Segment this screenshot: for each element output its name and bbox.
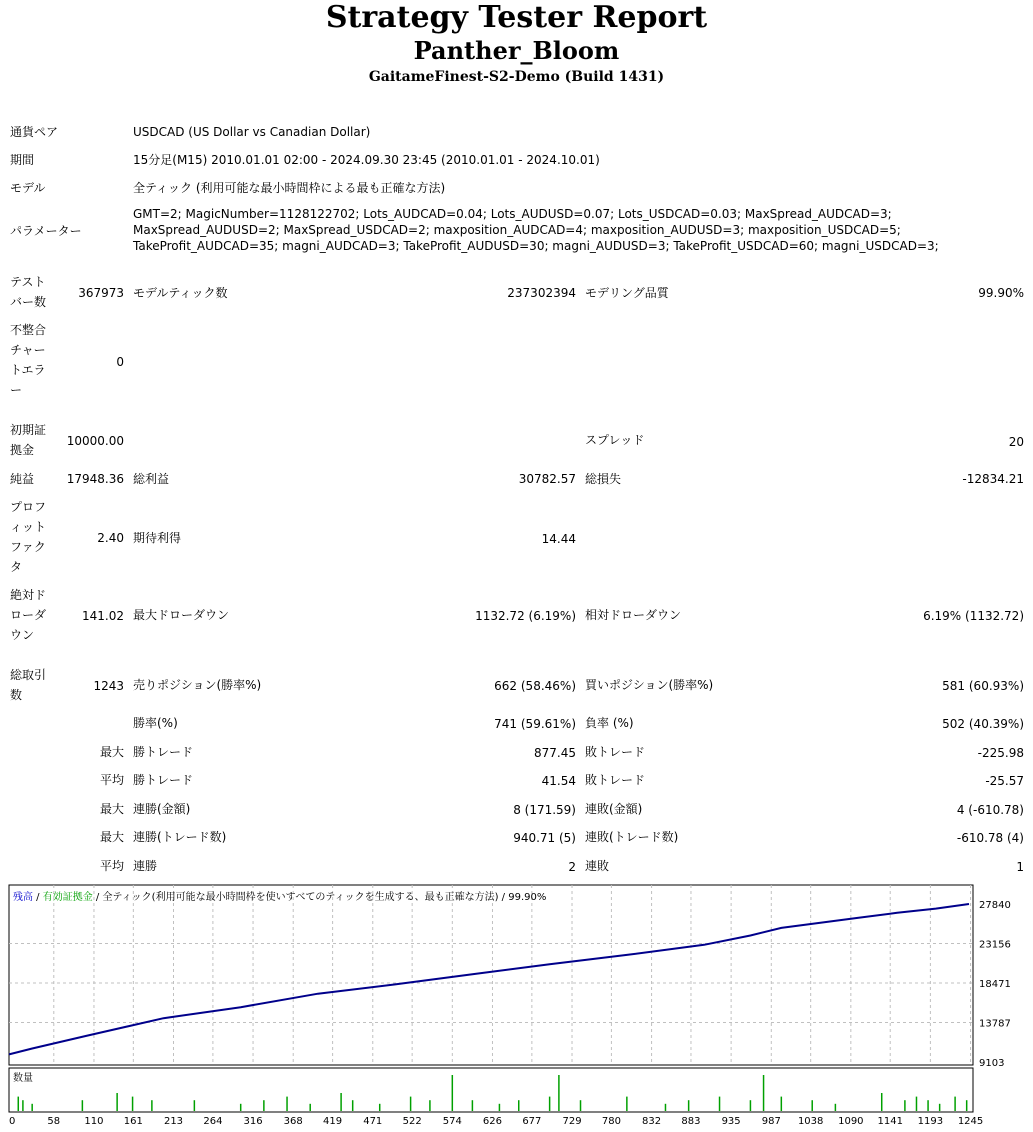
max-consec-loss-value: -610.78 (4) (956, 831, 1024, 845)
abs-dd-value: 141.02 (82, 609, 124, 623)
volume-plot-frame (9, 1068, 973, 1112)
x-tick-label: 522 (402, 1116, 422, 1127)
avg-loss-value: -25.57 (985, 774, 1024, 788)
params-line-1: GMT=2; MagicNumber=1128122702; Lots_AUDCAD=0.04; Lots_AUDUSD=0.07; Lots_USDCAD=0.03; MaxSpread_AUDCAD=3; (133, 207, 892, 221)
net-value: 17948.36 (66, 472, 124, 486)
bars-label: テストバー数 (10, 275, 47, 309)
rel-dd-value: 6.19% (1132.72) (923, 609, 1024, 623)
avg-win-value: 41.54 (541, 774, 576, 788)
period-value: 15分足(M15) 2010.01.01 02:00 - 2024.09.30 23:45 (2010.01.01 - 2024.10.01) (133, 153, 600, 167)
loss-value: 502 (40.39%) (942, 717, 1024, 731)
pf-label: プロフィットファクタ (10, 500, 47, 574)
gross-loss-label: 総損失 (585, 472, 622, 486)
legend-balance: 残高 (13, 892, 33, 903)
avg-consec-losses-label: 連敗 (585, 859, 610, 873)
x-tick-label: 1090 (838, 1116, 864, 1127)
max-prefix-1: 最大 (99, 802, 124, 816)
max-consec-losses-value: 4 (-610.78) (956, 803, 1024, 817)
max-consec-profit-value: 940.71 (5) (513, 831, 576, 845)
short-value: 662 (58.46%) (494, 679, 576, 693)
y-tick-label: 27840 (979, 900, 1011, 911)
mismatch-value: 0 (116, 355, 124, 369)
x-tick-label: 0 (9, 1116, 16, 1127)
x-tick-label: 1038 (797, 1116, 824, 1127)
largest-prefix: 最大 (99, 745, 124, 759)
max-dd-label: 最大ドローダウン (133, 608, 230, 622)
x-tick-label: 316 (243, 1116, 263, 1127)
win-value: 741 (59.61%) (494, 717, 576, 731)
max-consec-wins-value: 8 (171.59) (513, 803, 576, 817)
symbol-value: USDCAD (US Dollar vs Canadian Dollar) (133, 125, 371, 139)
y-tick-labels (979, 900, 1011, 1069)
params-line-3: TakeProfit_AUDCAD=35; magni_AUDCAD=3; TakeProfit_AUDUSD=30; magni_AUDUSD=3; TakeProfit_USDCAD=60; magni_USDCAD=3; (133, 239, 939, 253)
max-dd-value: 1132.72 (6.19%) (475, 609, 576, 623)
x-tick-label: 832 (642, 1116, 662, 1127)
avg-consec-losses-value: 1 (1016, 860, 1024, 874)
x-tick-label: 161 (123, 1116, 143, 1127)
legend-sep-1: / (33, 892, 43, 903)
largest-loss-value: -225.98 (977, 746, 1024, 760)
x-tick-label: 780 (601, 1116, 621, 1127)
chart-svg (8, 884, 1025, 1132)
legend-quality: 99.90% (508, 892, 547, 903)
x-tick-label: 419 (323, 1116, 343, 1127)
average-prefix: 平均 (99, 773, 124, 787)
balance-chart (8, 884, 1025, 1132)
x-tick-label: 574 (442, 1116, 462, 1127)
rel-dd-label: 相対ドローダウン (585, 608, 682, 622)
x-tick-label: 264 (203, 1116, 223, 1127)
x-tick-label: 935 (721, 1116, 741, 1127)
avg-loss-label: 敗トレード (585, 773, 646, 787)
avg-prefix-2: 平均 (99, 859, 124, 873)
avg-consec-wins-value: 2 (568, 860, 576, 874)
params-line-2: MaxSpread_AUDUSD=2; MaxSpread_USDCAD=2; maxposition_AUDCAD=4; maxposition_AUDUSD=3; maxposition_USDCAD=5; (133, 223, 901, 237)
largest-win-label: 勝トレード (133, 745, 194, 759)
deposit-value: 10000.00 (66, 434, 124, 448)
deposit-label: 初期証拠金 (10, 423, 47, 457)
x-tick-label: 883 (681, 1116, 701, 1127)
x-tick-label: 110 (84, 1116, 104, 1127)
x-tick-label: 987 (761, 1116, 781, 1127)
trades-label: 総取引数 (10, 668, 47, 702)
x-tick-label: 58 (47, 1116, 61, 1127)
max-consec-loss-label: 連敗(トレード数) (585, 830, 679, 844)
model-label: モデル (10, 181, 46, 195)
price-plot-frame (9, 885, 973, 1065)
y-tick-label: 18471 (979, 979, 1011, 991)
ea-name: Panther_Bloom (413, 36, 620, 65)
largest-win-value: 877.45 (534, 746, 576, 760)
report-title: Strategy Tester Report (325, 0, 708, 35)
trades-value: 1243 (93, 679, 124, 693)
chart-legend (13, 890, 546, 903)
gross-profit-value: 30782.57 (518, 472, 576, 486)
x-tick-label: 471 (363, 1116, 383, 1127)
legend-model: 全ティック(利用可能な最小時間枠を使いすべてのティックを生成する、最も正確な方法) (102, 892, 499, 903)
avg-consec-wins-label: 連勝 (133, 859, 158, 873)
quality-label: モデリング品質 (585, 286, 669, 300)
params-label: パラメーター (10, 224, 82, 238)
ticks-value: 237302394 (507, 286, 576, 300)
y-tick-label: 23156 (979, 939, 1011, 951)
spread-value: 20 (1008, 435, 1024, 449)
gross-loss-value: -12834.21 (962, 472, 1024, 486)
legend-sep-3: / (498, 892, 509, 903)
x-tick-label: 729 (562, 1116, 582, 1127)
quality-value: 99.90% (978, 286, 1024, 300)
long-value: 581 (60.93%) (942, 679, 1024, 693)
legend-equity: 有効証拠金 (42, 892, 93, 903)
abs-dd-label: 絶対ドローダウン (10, 588, 47, 642)
x-tick-label: 1193 (917, 1116, 944, 1127)
period-label: 期間 (10, 153, 35, 167)
gross-profit-label: 総利益 (133, 472, 170, 486)
ticks-label: モデルティック数 (133, 286, 228, 300)
net-label: 純益 (10, 472, 35, 486)
legend-sep-2: / (92, 892, 103, 903)
volume-label: 数量 (13, 1073, 33, 1084)
win-label: 勝率(%) (133, 716, 178, 730)
long-label: 買いポジション(勝率%) (585, 678, 714, 692)
bars-value: 367973 (78, 286, 124, 300)
loss-label: 負率 (%) (585, 716, 634, 730)
expected-value: 14.44 (541, 532, 576, 546)
pf-value: 2.40 (97, 531, 124, 545)
y-tick-label: 13787 (979, 1018, 1011, 1030)
avg-win-label: 勝トレード (133, 773, 194, 787)
server-name: GaitameFinest-S2-Demo (Build 1431) (368, 69, 665, 85)
x-tick-label: 213 (163, 1116, 184, 1127)
max-consec-losses-label: 連敗(金額) (585, 802, 643, 816)
short-label: 売りポジション(勝率%) (133, 678, 262, 692)
x-tick-labels (9, 1116, 983, 1127)
largest-loss-label: 敗トレード (585, 745, 646, 759)
spread-label: スプレッド (585, 433, 645, 447)
symbol-label: 通貨ペア (10, 125, 59, 139)
x-tick-label: 368 (283, 1116, 303, 1127)
max-consec-wins-label: 連勝(金額) (133, 802, 191, 816)
max-prefix-2: 最大 (99, 830, 124, 844)
max-consec-profit-label: 連勝(トレード数) (133, 830, 227, 844)
x-tick-label: 677 (522, 1116, 542, 1127)
model-value: 全ティック (利用可能な最小時間枠による最も正確な方法) (133, 181, 446, 195)
x-tick-label: 626 (482, 1116, 503, 1127)
x-tick-label: 1141 (877, 1116, 903, 1127)
y-tick-label: 9103 (979, 1058, 1005, 1069)
expected-label: 期待利得 (133, 531, 182, 545)
x-tick-label: 1245 (957, 1116, 984, 1127)
mismatch-label: 不整合チャートエラー (10, 323, 47, 397)
